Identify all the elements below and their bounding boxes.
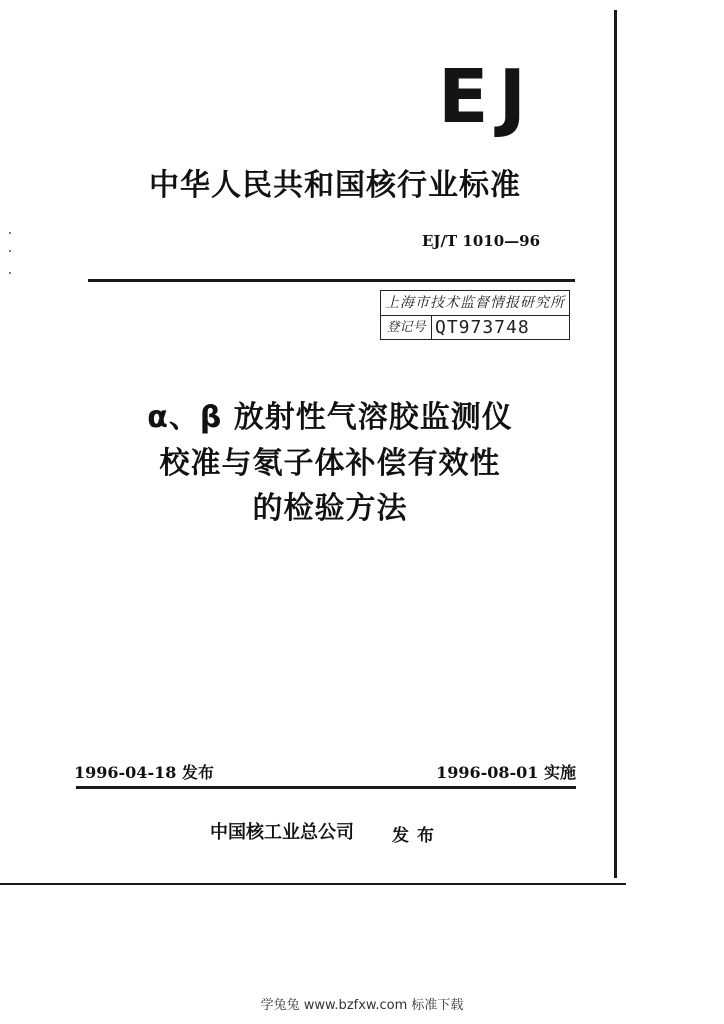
page-edge-right-line: [614, 10, 617, 878]
publish-date: 1996-04-18 发布: [74, 763, 214, 782]
scan-speck: [9, 250, 11, 252]
standard-category-title: 中华人民共和国核行业标准: [149, 168, 521, 203]
page-edge-bottom-line: [0, 883, 626, 885]
stamp-registration-number: QT973748: [435, 317, 530, 338]
stamp-registration-label: 登记号: [381, 316, 432, 339]
library-stamp: [380, 290, 570, 340]
issuing-organization: 中国核工业总公司: [210, 822, 354, 843]
header-rule: [88, 279, 575, 282]
stamp-org-name: 上海市技术监督情报研究所: [381, 291, 569, 316]
issuing-action: 发布: [392, 826, 442, 846]
document-title-line-1: α、β 放射性气溶胶监测仪: [147, 400, 513, 435]
ej-logo: EJ: [438, 54, 537, 140]
effective-date: 1996-08-01 实施: [436, 763, 576, 782]
document-title-line-2: 校准与氡子体补偿有效性: [159, 446, 501, 481]
stamp-registration-row: [381, 316, 569, 339]
scan-speck: [9, 232, 11, 234]
scan-speck: [9, 272, 11, 274]
standard-code: EJ/T 1010—96: [421, 232, 540, 250]
date-rule: [76, 786, 576, 789]
document-title-line-3: 的检验方法: [252, 491, 408, 526]
download-footer: 学兔兔 www.bzfxw.com 标准下载: [260, 998, 464, 1013]
